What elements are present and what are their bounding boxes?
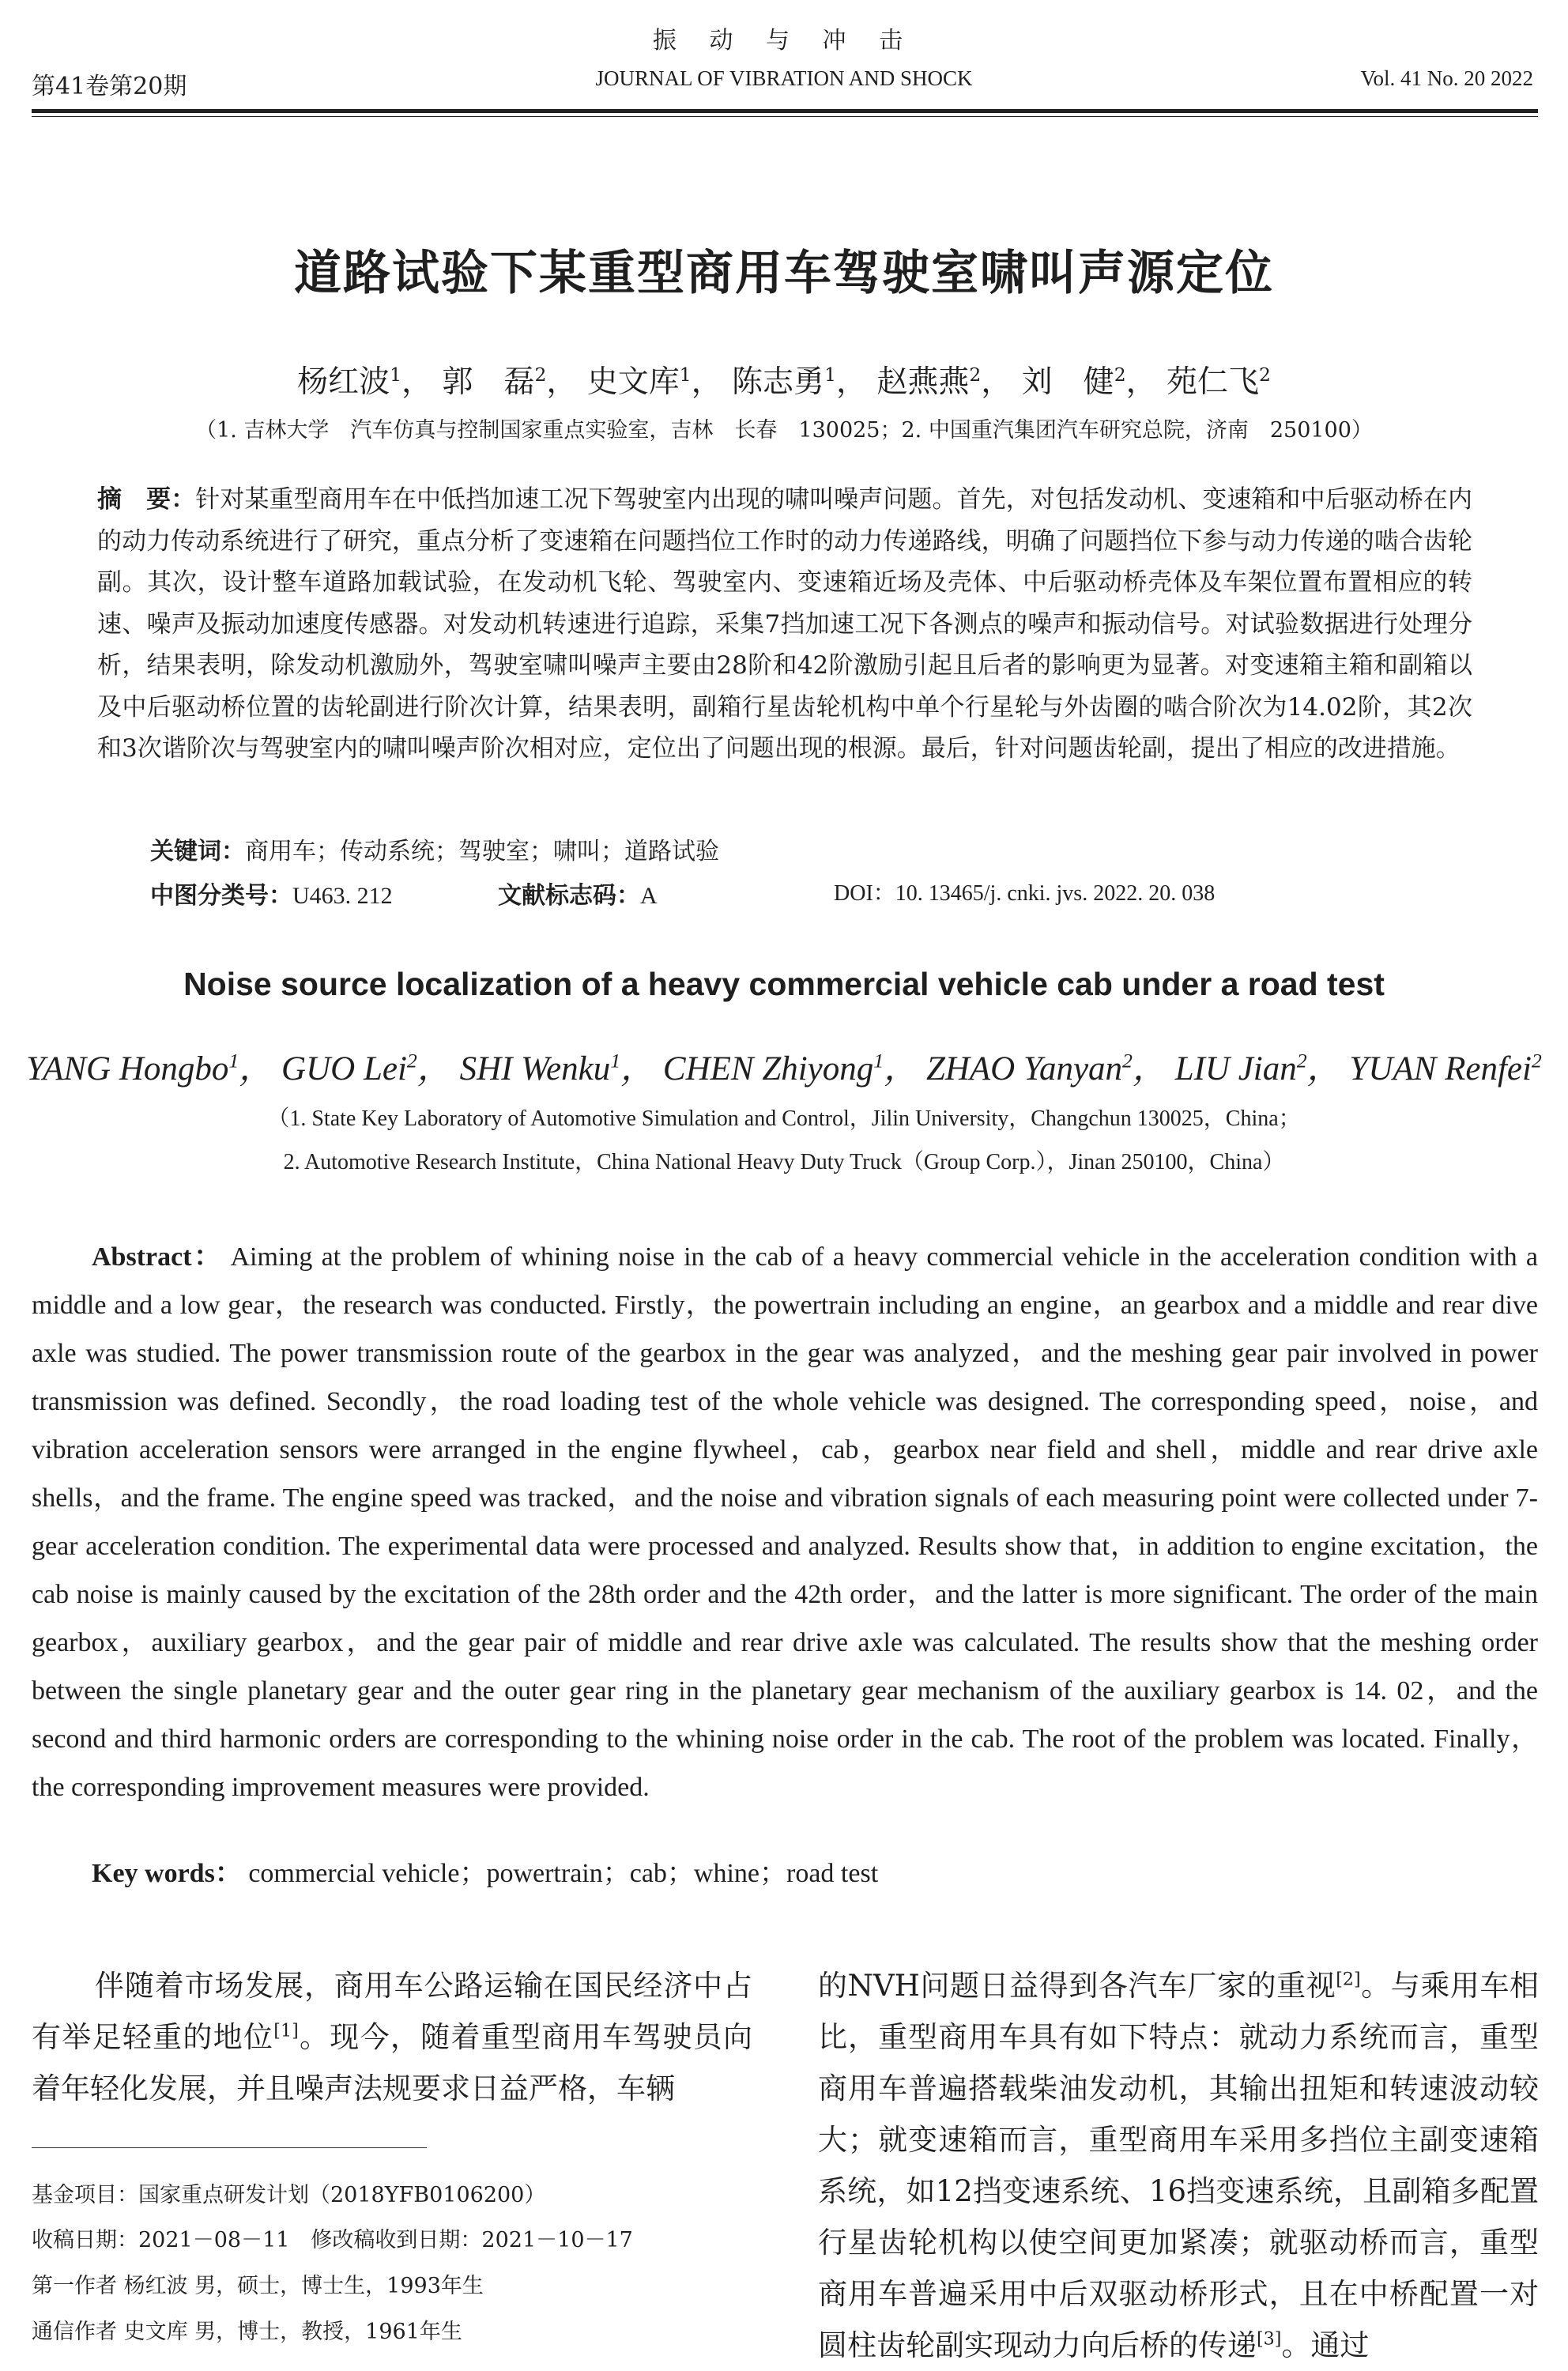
author-affiliation-mark: 1 (679, 364, 692, 386)
author-affiliation-mark: 2 (969, 364, 982, 386)
keywords-en (92, 1851, 878, 1890)
author-affiliation-mark: 1 (390, 364, 402, 386)
abstract-en-label: Abstract： (92, 1242, 224, 1272)
author-affiliation-mark: 1 (610, 1049, 621, 1072)
abstract-en-text: Aiming at the problem of whining noise in the cab of a heavy commercial vehicle in the acceleration condition with a middle and a low gear，the research was conducted. Firstly，the powertrain including an engine，an gearbox and a middle and rear dive axle was studied. The power transmission route of the gearbox in the gear was analyzed，and the meshing gear pair involved in power transmission was defined. Secondly，the road loading test of the whole vehicle was designed. The corresponding speed，noise，and vibration acceleration sensors were arranged in the engine flywheel，cab，gearbox near field and shell，middle and rear drive axle shells，and the frame. The engine speed was tracked，and the noise and vibration signals of each measuring point were collected under 7-gear acceleration condition. The experimental data were processed and analyzed. Results show that，in addition to engine excitation，the cab noise is mainly caused by the excitation of the 28th order and the 42th order，and the latter is more significant. The order of the main gearbox，auxiliary gearbox，and the gear pair of middle and rear drive axle was calculated. The results show that the meshing order between the single planetary gear and the outer gear ring in the planetary gear mechanism of the auxiliary gearbox is 14. 02，and the second and third harmonic orders are corresponding to the whining noise order in the cab. The root of the problem was located. Finally，the corresponding improvement measures were provided. (32, 1242, 1538, 1802)
author-affiliation-mark: 2 (1259, 364, 1271, 386)
body-text: 。与乘用车相比，重型商用车具有如下特点：就动力系统而言，重型商用车普遍搭载柴油发动机，其输出扭矩和转速波动较大；就变速箱而言，重型商用车采用多挡位主副变速箱系统，如12挡变速系统、16挡变速系统，且副箱多配置行星齿轮机构以使空间更加紧凑；就驱动桥而言，重型商用车普遍采用中后双驱动桥形式，且在中桥配置一对圆柱齿轮副实现动力向后桥的传递 (818, 1969, 1539, 2362)
author-name: 苑仁飞 (1166, 364, 1259, 400)
body-column-left (32, 1960, 752, 2114)
author-name-en: CHEN Zhiyong (662, 1050, 874, 1087)
header-rule-thick (32, 109, 1538, 113)
author-affiliation-mark: 1 (824, 364, 836, 386)
body-text: 伴随着市场发展，商用车公路运输在国民经济中占有举足轻重的地位 (32, 1969, 752, 2054)
citation-ref[interactable]: [2] (1336, 1969, 1361, 1990)
author-list-cn: 杨红波$^1$， 郭 磊$^2$， 史文库$^1$， 陈志勇$^1$， 赵燕燕$^2$， 刘 健$^2$， 苑仁飞$^2$ (297, 364, 1271, 400)
keywords-en-label: Key words： (92, 1859, 242, 1888)
journal-name-cn: 振 动 与 冲 击 (652, 27, 916, 55)
author-name-en: LIU Jian (1174, 1050, 1297, 1087)
abstract-cn-label: 摘 要： (97, 485, 196, 514)
abstract-cn (97, 479, 1472, 770)
footnote-first-author: 第一作者 杨红波 男，硕士，博士生，1993年生 (32, 2274, 484, 2298)
author-affiliation-mark: 1 (228, 1049, 239, 1072)
citation-ref[interactable]: [3] (1257, 2328, 1282, 2350)
volume-issue-en: Vol. 41 No. 20 2022 (1360, 66, 1533, 90)
keywords-cn-label: 关键词： (150, 838, 245, 865)
clc-value: U463. 212 (292, 883, 393, 909)
author-affiliation-mark: 2 (1296, 1049, 1307, 1072)
author-name: 刘 健 (1021, 364, 1114, 400)
author-affiliation-mark: 2 (1122, 1049, 1133, 1072)
affiliation-cn: （1. 吉林大学 汽车仿真与控制国家重点实验室，吉林 长春 130025；2. 中国重汽集团汽车研究总院，济南 250100） (195, 418, 1373, 443)
author-name: 赵燕燕 (876, 364, 970, 400)
footnote-funding: 基金项目：国家重点研发计划（2018YFB0106200） (32, 2183, 546, 2207)
body-text: 的NVH问题日益得到各汽车厂家的重视 (818, 1969, 1336, 2003)
author-name-en: YUAN Renfei (1349, 1050, 1532, 1087)
document-code (498, 876, 658, 910)
paper-title-cn: 道路试验下某重型商用车驾驶室啸叫声源定位 (294, 246, 1274, 301)
author-name-en: SHI Wenku (459, 1050, 611, 1087)
paper-title-en: Noise source localization of a heavy commercial vehicle cab under a road test (183, 966, 1385, 1002)
affiliation-en-line1: （1. State Key Laboratory of Automotive Simulation and Control，Jilin University，Changchun 130025，China； (267, 1106, 1301, 1131)
doi: DOI：10. 13465/j. cnki. jvs. 2022. 20. 038 (834, 881, 1216, 906)
abstract-en (32, 1233, 1538, 1811)
author-name: 史文库 (586, 364, 680, 400)
body-column-right (818, 1960, 1539, 2371)
footnote-dates: 收稿日期：2021－08－11 修改稿收到日期：2021－10－17 (32, 2228, 633, 2252)
clc-label: 中图分类号： (150, 882, 292, 910)
author-affiliation-mark: 2 (406, 1049, 417, 1072)
author-list-en: YANG Hongbo$^1$， GUO Lei$^2$， SHI Wenku$^1$， CHEN Zhiyong$^1$， ZHAO Yanyan$^2$， LIU Jian$^2$， YUAN Renfei$^2$ (26, 1049, 1542, 1087)
author-affiliation-mark: 2 (1531, 1049, 1542, 1072)
clc-number (150, 876, 393, 910)
author-affiliation-mark: 2 (534, 364, 547, 386)
body-text: 。现今，随着重型商用车驾驶员向着年轻化发展，并且噪声法规要求日益严格，车辆 (32, 2020, 753, 2105)
keywords-cn-text: 商用车；传动系统；驾驶室；啸叫；道路试验 (245, 838, 719, 865)
author-name: 陈志勇 (732, 364, 825, 400)
author-name: 杨红波 (297, 364, 390, 400)
affiliation-en-line2: 2. Automotive Research Institute，China National Heavy Duty Truck（Group Corp.），Jinan 250100，China） (283, 1150, 1285, 1174)
body-text: 。通过 (1281, 2328, 1370, 2362)
footnote-rule (32, 2147, 427, 2148)
author-name: 郭 磊 (442, 364, 535, 400)
author-name-en: GUO Lei (281, 1050, 407, 1087)
author-name-en: YANG Hongbo (26, 1050, 229, 1087)
author-affiliation-mark: 1 (873, 1049, 884, 1072)
abstract-cn-text: 针对某重型商用车在中低挡加速工况下驾驶室内出现的啸叫噪声问题。首先，对包括发动机、变速箱和中后驱动桥在内的动力传动系统进行了研究，重点分析了变速箱在问题挡位工作时的动力传递路线，明确了问题挡位下参与动力传递的啮合齿轮副。其次，设计整车道路加载试验，在发动机飞轮、驾驶室内、变速箱近场及壳体、中后驱动桥壳体及车架位置布置相应的转速、噪声及振动加速度传感器。对发动机转速进行追踪，采集7挡加速工况下各测点的噪声和振动信号。对试验数据进行处理分析，结果表明，除发动机激励外，驾驶室啸叫噪声主要由28阶和42阶激励引起且后者的影响更为显著。对变速箱主箱和副箱以及中后驱动桥位置的齿轮副进行阶次计算，结果表明，副箱行星齿轮机构中单个行星轮与外齿圈的啮合阶次为14.02阶，其2次和3次谐阶次与驾驶室内的啸叫噪声阶次相对应，定位出了问题出现的根源。最后，针对问题齿轮副，提出了相应的改进措施。 (97, 485, 1473, 763)
footnote-corresponding-author: 通信作者 史文库 男，博士，教授，1961年生 (32, 2320, 462, 2344)
author-name-en: ZHAO Yanyan (925, 1050, 1123, 1087)
volume-issue-cn: 第41卷第20期 (32, 73, 187, 100)
citation-ref[interactable]: [1] (273, 2020, 299, 2041)
author-affiliation-mark: 2 (1114, 364, 1126, 386)
keywords-en-text: commercial vehicle；powertrain；cab；whine；road test (248, 1859, 879, 1888)
keywords-cn (150, 831, 719, 866)
doc-code-label: 文献标志码： (498, 882, 640, 910)
doc-code-value: A (640, 883, 658, 909)
journal-name-en: JOURNAL OF VIBRATION AND SHOCK (595, 66, 973, 90)
header-rule-thin (32, 116, 1538, 117)
